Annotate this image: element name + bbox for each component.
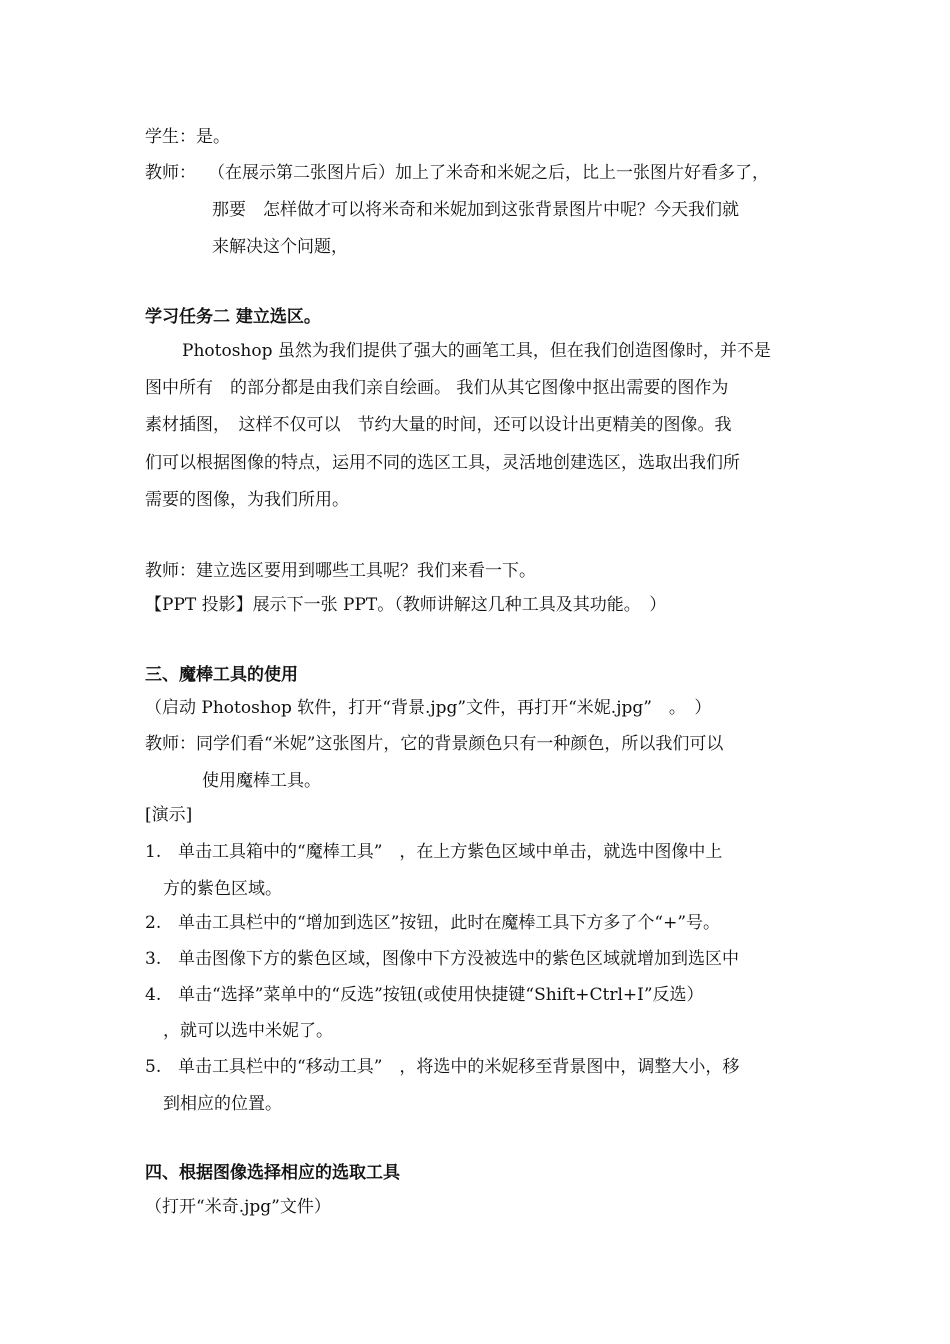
student-reply: 学生：是。	[145, 127, 230, 147]
step-text: 单击“选择”菜单中的“反选”按钮(或使用快捷键“Shift+Ctrl+I”反选）	[178, 985, 704, 1005]
paragraph-line: 们可以根据图像的特点，运用不同的选区工具，灵活地创建选区，选取出我们所	[145, 453, 740, 473]
section3-heading: 三、魔棒工具的使用	[145, 665, 298, 685]
step-number: 5.	[145, 1057, 162, 1077]
step-number: 4.	[145, 985, 162, 1005]
section4-heading: 四、根据图像选择相应的选取工具	[145, 1163, 400, 1183]
step-number: 2.	[145, 913, 162, 933]
teacher-line: 使用魔棒工具。	[202, 771, 321, 791]
teacher-line: 那要 怎样做才可以将米奇和米妮加到这张背景图片中呢？今天我们就	[212, 200, 739, 220]
task2-heading: 学习任务二 建立选区。	[145, 307, 321, 327]
section4-note: （打开“米奇.jpg”文件）	[145, 1197, 331, 1217]
teacher-line: （在展示第二张图片后）加上了米奇和米妮之后，比上一张图片好看多了，	[208, 163, 769, 183]
teacher-label: 教师：	[145, 163, 196, 183]
teacher-line: 教师：同学们看“米妮”这张图片，它的背景颜色只有一种颜色，所以我们可以	[145, 734, 724, 754]
paragraph-line: 素材插图， 这样不仅可以 节约大量的时间，还可以设计出更精美的图像。我	[145, 415, 732, 435]
section3-note: （启动 Photoshop 软件，打开“背景.jpg”文件，再打开“米妮.jpg” 。 ）	[145, 698, 712, 718]
step-text-cont: 方的紫色区域。	[163, 879, 282, 899]
step-text: 单击工具栏中的“移动工具” ，将选中的米妮移至背景图中，调整大小，移	[178, 1057, 740, 1077]
step-text-cont: 到相应的位置。	[163, 1094, 282, 1114]
paragraph-line: 图中所有 的部分都是由我们亲自绘画。 我们从其它图像中抠出需要的图作为	[145, 378, 729, 398]
step-number: 1.	[145, 842, 162, 862]
ppt-note: 【PPT 投影】展示下一张 PPT。（教师讲解这几种工具及其功能。 ）	[145, 595, 667, 615]
paragraph-line: 需要的图像，为我们所用。	[145, 490, 349, 510]
step-text: 单击工具栏中的“增加到选区”按钮，此时在魔棒工具下方多了个“+”号。	[178, 913, 721, 933]
teacher-line: 来解决这个问题，	[212, 237, 348, 257]
teacher-question: 教师：建立选区要用到哪些工具呢？我们来看一下。	[145, 561, 536, 581]
step-number: 3.	[145, 949, 162, 969]
step-text: 单击工具箱中的“魔棒工具” ，在上方紫色区域中单击，就选中图像中上	[178, 842, 723, 862]
step-text: 单击图像下方的紫色区域，图像中下方没被选中的紫色区域就增加到选区中	[178, 949, 739, 969]
paragraph-line: Photoshop 虽然为我们提供了强大的画笔工具，但在我们创造图像时，并不是	[182, 341, 771, 361]
step-text-cont: ，就可以选中米妮了。	[163, 1021, 333, 1041]
demo-label: [演示]	[145, 805, 193, 825]
